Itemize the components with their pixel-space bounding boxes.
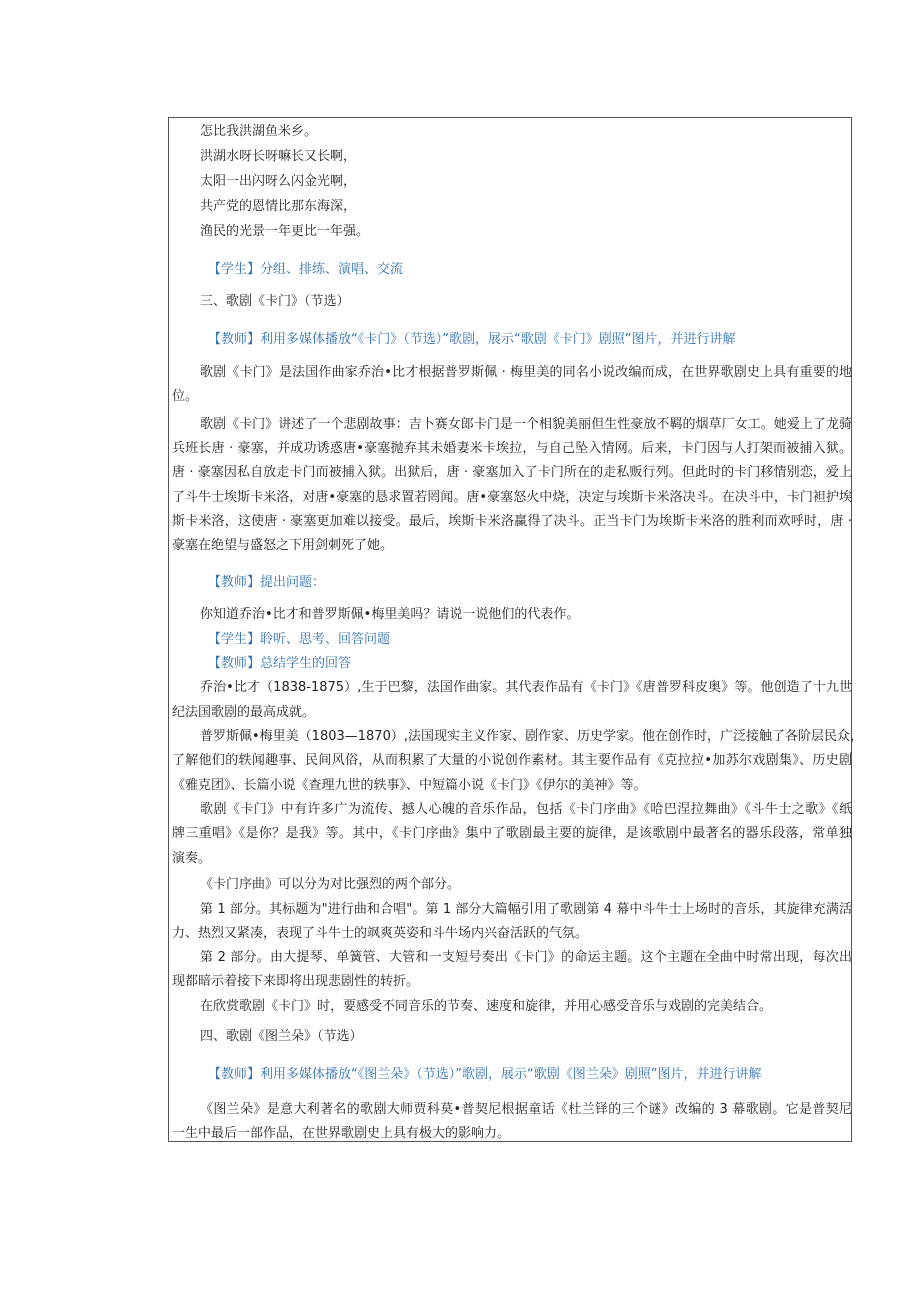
- paragraph-line: 演奏。: [172, 851, 212, 866]
- lyric-line: 渔民的光景一年更比一年强。: [200, 224, 370, 239]
- paragraph-line: 豪塞在绝望与盛怒之下用剑刺死了她。: [172, 538, 394, 553]
- teacher-activity: 【教师】提出问题：: [208, 575, 326, 590]
- paragraph-line: 纪法国歌剧的最高成就。: [172, 705, 316, 720]
- paragraph-line: 第 2 部分。由大提琴、单簧管、大管和一支短号奏出《卡门》的命运主题。这个主题在全曲中时常出现，每次出: [200, 950, 852, 965]
- paragraph-line: 现都暗示着接下来即将出现悲剧性的转折。: [172, 974, 420, 989]
- paragraph-line: 在欣赏歌剧《卡门》时，要感受不同音乐的节奏、速度和旋律，并用心感受音乐与戏剧的完美结合。: [200, 999, 773, 1014]
- paragraph-line: 唐 · 豪塞因私自放走卡门而被捕入狱。出狱后，唐 · 豪塞加入了卡门所在的走私贩行列。但此时的卡门移情别恋，爱上: [172, 465, 852, 480]
- paragraph-line: 力、热烈又紧凑，表现了斗牛士的飒爽英姿和斗牛场内兴奋活跃的气氛。: [172, 926, 589, 941]
- paragraph-line: 了斗牛士埃斯卡米洛，对唐•豪塞的恳求置若罔闻。唐•豪塞怒火中烧，决定与埃斯卡米洛决斗。在决斗中，卡门袒护埃: [172, 490, 852, 505]
- paragraph-line: 牌三重唱》《是你？是我》等。其中，《卡门序曲》集中了歌剧最主要的旋律，是该歌剧中最著名的器乐段落，常单独: [172, 826, 852, 841]
- section-heading: 三、歌剧《卡门》（节选）: [200, 294, 350, 309]
- paragraph-line: 《雅克团》、长篇小说《查理九世的轶事》、中短篇小说《卡门》《伊尔的美神》等。: [172, 778, 647, 793]
- paragraph-line: 兵班长唐 · 豪塞，并成功诱惑唐•豪塞抛弃其未婚妻米卡埃拉，与自己坠入情网。后来，卡门因与人打架而被捕入狱。: [172, 441, 852, 456]
- teacher-activity: 【教师】利用多媒体播放“《图兰朵》（节选）”歌剧，展示“歌剧《图兰朵》剧照”图片，并进行讲解: [208, 1067, 762, 1082]
- paragraph-line: 歌剧《卡门》中有许多广为流传、撼人心魄的音乐作品，包括《卡门序曲》《哈巴涅拉舞曲》《斗牛士之歌》《纸: [200, 802, 852, 817]
- teacher-activity: 【教师】利用多媒体播放“《卡门》（节选）”歌剧，展示“歌剧《卡门》剧照”图片，并进行讲解: [208, 332, 736, 347]
- paragraph-line: 第 1 部分。其标题为"进行曲和合唱"。第 1 部分大篇幅引用了歌剧第 4 幕中斗牛士上场时的音乐，其旋律充满活: [200, 902, 852, 917]
- lyric-line: 共产党的恩情比那东海深，: [200, 199, 357, 214]
- teacher-activity: 【教师】总结学生的回答: [208, 656, 352, 671]
- paragraph-line: 了解他们的轶闻趣事、民间风俗，从而积累了大量的小说创作素材。其主要作品有《克拉拉•加苏尔戏剧集》、历史剧: [172, 753, 852, 768]
- paragraph-line: 普罗斯佩•梅里美（1803—1870）,法国现实主义作家、剧作家、历史学家。他在创作时，广泛接触了各阶层民众，: [200, 729, 863, 744]
- paragraph-line: 一生中最后一部作品，在世界歌剧史上具有极大的影响力。: [172, 1126, 511, 1141]
- section-heading: 四、歌剧《图兰朵》（节选）: [200, 1029, 363, 1044]
- student-activity: 【学生】分组、排练、演唱、交流: [208, 262, 404, 277]
- paragraph-line: 歌剧《卡门》讲述了一个悲剧故事：吉卜赛女郎卡门是一个相貌美丽但生性豪放不羁的烟草厂女工。她爱上了龙骑: [200, 417, 852, 432]
- lyric-line: 怎比我洪湖鱼米乡。: [200, 124, 318, 139]
- lyric-line: 太阳一出闪呀么闪金光啊，: [200, 174, 357, 189]
- lyric-line: 洪湖水呀长呀嘛长又长啊，: [200, 149, 357, 164]
- paragraph-line: 乔治•比才（1838-1875）,生于巴黎，法国作曲家。其代表作品有《卡门》《唐普罗科皮奥》等。他创造了十九世: [200, 680, 852, 695]
- paragraph-line: 《卡门序曲》可以分为对比强烈的两个部分。: [200, 877, 461, 892]
- question-text: 你知道乔治•比才和普罗斯佩•梅里美吗？请说一说他们的代表作。: [200, 607, 580, 622]
- paragraph-line: 斯卡米洛，这使唐 · 豪塞更加难以接受。最后，埃斯卡米洛赢得了决斗。正当卡门为埃斯卡米洛的胜利而欢呼时，唐 ·: [172, 514, 852, 529]
- paragraph-line: 《图兰朵》是意大利著名的歌剧大师贾科莫•普契尼根据童话《杜兰铎的三个谜》改编的 3 幕歌剧。它是普契尼: [200, 1102, 852, 1117]
- student-activity: 【学生】聆听、思考、回答问题: [208, 632, 391, 647]
- paragraph-line: 位。: [172, 389, 199, 404]
- paragraph-line: 歌剧《卡门》是法国作曲家乔治•比才根据普罗斯佩 · 梅里美的同名小说改编而成，在世界歌剧史上具有重要的地: [200, 365, 852, 380]
